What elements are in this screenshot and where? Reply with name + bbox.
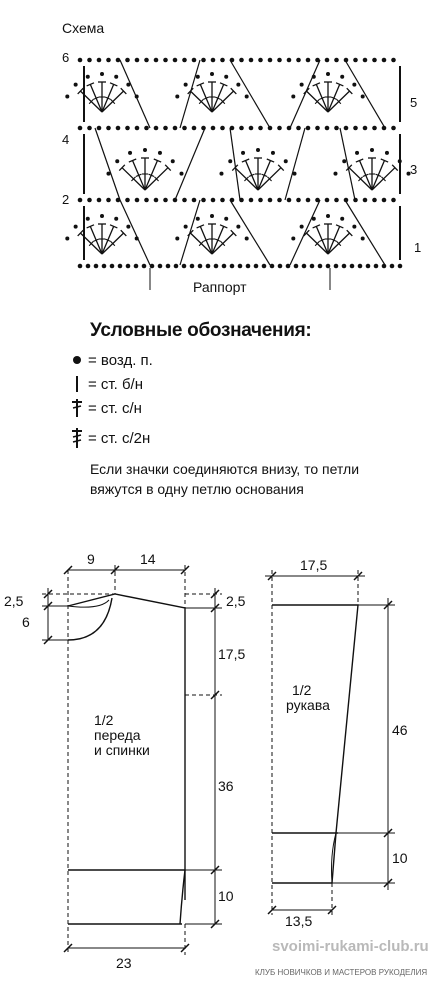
sleeve-label-fraction: 1/2 — [292, 682, 312, 698]
sleeve-pattern-outline — [272, 605, 358, 883]
legend-text-double-crochet: = ст. с/н — [88, 399, 142, 417]
legend-text-treble-crochet: = ст. с/2н — [88, 429, 151, 447]
dim-side: 36 — [218, 778, 234, 794]
row-number-6: 6 — [62, 50, 70, 65]
legend-note-line1: Если значки соединяются внизу, то петли — [90, 461, 360, 477]
dim-hem: 10 — [218, 888, 234, 904]
sleeve-label-sleeve: рукава — [286, 697, 330, 713]
row-number-5: 5 — [410, 95, 418, 110]
legend-text-single-crochet: = ст. б/н — [88, 375, 144, 393]
body-label-fraction: 1/2 — [94, 712, 114, 728]
sleeve-dimension-lines — [265, 576, 395, 910]
repeat-label: Раппорт — [193, 279, 247, 295]
dim-sleeve-cuff-width: 13,5 — [285, 913, 313, 929]
dim-sleeve-cuff: 10 — [392, 850, 408, 866]
dim-shoulder-drop-right: 2,5 — [226, 593, 246, 609]
dim-armhole: 17,5 — [218, 646, 246, 662]
dim-shoulder-drop-left: 2,5 — [4, 593, 24, 609]
body-pattern-outline — [68, 594, 185, 924]
body-dashed-lines — [68, 565, 185, 955]
dim-sleeve-length: 46 — [392, 722, 408, 738]
dim-half-width: 23 — [116, 955, 132, 971]
watermark-site: svoimi-rukami-club.ru — [272, 938, 429, 955]
row-number-2: 2 — [62, 192, 70, 207]
body-label-back: и спинки — [94, 742, 150, 758]
row-number-1: 1 — [414, 240, 422, 255]
dim-neck-depth: 6 — [22, 614, 30, 630]
watermark-tagline: КЛУБ НОВИЧКОВ И МАСТЕРОВ РУКОДЕЛИЯ — [255, 968, 428, 977]
dim-neck-width: 9 — [87, 551, 95, 567]
legend-title: Условные обозначения: — [90, 320, 312, 341]
legend-text-chain: = возд. п. — [88, 351, 153, 369]
legend-note-line2: вяжутся в одну петлю основания — [90, 481, 304, 497]
row-number-4: 4 — [62, 132, 70, 147]
schema-title: Схема — [62, 20, 105, 36]
dim-sleeve-top: 17,5 — [300, 557, 328, 573]
row-number-3: 3 — [410, 162, 418, 177]
body-label-front: переда — [94, 727, 141, 743]
dim-shoulder-width: 14 — [140, 551, 156, 567]
